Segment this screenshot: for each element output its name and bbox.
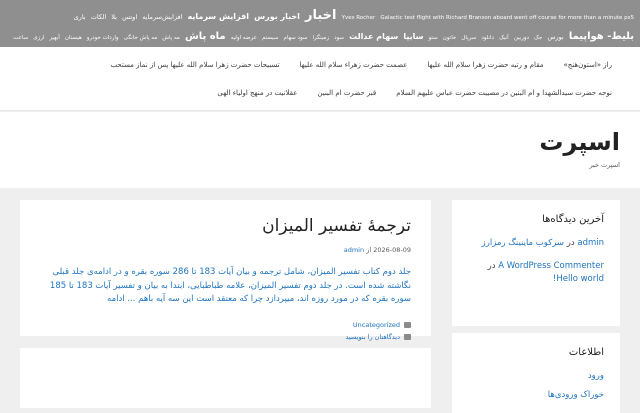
post-title[interactable]: ترجمۀ تفسیر المیزان bbox=[262, 216, 411, 236]
nav-item[interactable]: نوحه حضرت سیدالشهدا و ام البنین در مصیبت حضرت عباس علیهم السلام bbox=[396, 89, 612, 97]
nav-item[interactable]: تسبیحات حضرت زهرا سلام الله علیها پس از نماز مستحب bbox=[110, 61, 280, 69]
comment-post-link[interactable]: سرکوب ماینینگ رمزارز bbox=[481, 238, 565, 248]
nav-item[interactable]: مقام و رتبه حضرت زهرا سلام الله علیها bbox=[427, 61, 544, 69]
nav-row-secondary bbox=[18, 79, 622, 107]
post-author-link[interactable]: admin bbox=[343, 246, 365, 254]
tag-link[interactable]: عرضه اولیه bbox=[230, 35, 257, 42]
tag-link[interactable]: دوربین bbox=[513, 35, 529, 42]
tag-link[interactable]: سود سهام bbox=[283, 35, 308, 42]
tag-link[interactable]: بلیط- هواپیما bbox=[568, 31, 634, 43]
meta-list bbox=[468, 370, 604, 402]
tag-link[interactable]: سرپال bbox=[461, 35, 477, 42]
tag-link[interactable]: Yves Rocher bbox=[341, 15, 376, 21]
post-footer bbox=[40, 319, 411, 343]
tag-link[interactable]: افزایش‌سرمایه bbox=[142, 13, 183, 21]
tag-link[interactable]: جک bbox=[534, 35, 543, 42]
login-link[interactable]: ورود bbox=[587, 371, 604, 381]
list-item bbox=[468, 237, 604, 250]
entries-feed-link[interactable]: خوراک ورودی‌ها bbox=[547, 390, 604, 401]
tag-link[interactable]: باری bbox=[73, 13, 86, 21]
folder-icon bbox=[404, 322, 411, 328]
tag-link[interactable]: آنیک bbox=[499, 35, 509, 42]
tag-link[interactable]: سود bbox=[334, 35, 345, 42]
list-item bbox=[468, 260, 604, 286]
comment-on-label: در bbox=[566, 238, 575, 248]
meta-widget bbox=[452, 333, 620, 413]
tag-cloud-bar bbox=[0, 0, 640, 47]
nav-item[interactable]: عصمت حضرت زهراء سلام الله علیها bbox=[299, 61, 408, 69]
category-link[interactable]: Uncategorized bbox=[352, 320, 400, 329]
comment-post-link[interactable]: Hello world! bbox=[552, 274, 604, 285]
tag-link[interactable]: هیستان bbox=[64, 35, 82, 42]
recent-comments-title: آخرین دیدگاه‌ها bbox=[542, 214, 604, 225]
tag-link[interactable]: اخبار bbox=[305, 8, 337, 23]
comment-author-link[interactable]: admin bbox=[577, 238, 604, 248]
tag-link[interactable]: دانلود bbox=[481, 35, 494, 42]
post-by-label: از bbox=[366, 246, 372, 254]
nav-item[interactable]: راز «استون‌هنج» bbox=[563, 61, 612, 69]
post-excerpt bbox=[40, 266, 411, 307]
post-excerpt-text: جلد دوم کتاب تفسیر المیزان، شامل ترجمه و بیان آیات 183 تا 286 سوره بقره و در ادامه‌ی جلد قبلی نگاشته شده است. در جلد دوم تفسیر المیزان، علامه طباطبایی، ابتدا به بیان و تفسیر آیات 183 تا 185 سوره بقره که در مورد روزه اند، میپردازد چرا که معتقد است این سه آیه باهم ... bbox=[49, 267, 411, 305]
comment-author-link[interactable]: A WordPress Commenter bbox=[498, 261, 604, 272]
tag-link[interactable]: Galactic test flight with Richard Branson aboard went off course for more than a minute ps5 bbox=[380, 15, 634, 21]
meta-widget-title: اطلاعات bbox=[568, 347, 604, 358]
tag-link[interactable]: واردات خودرو bbox=[86, 35, 119, 42]
tag-link[interactable]: مه پاش خانگی bbox=[123, 35, 158, 42]
site-header bbox=[0, 112, 640, 188]
tag-link[interactable]: بورس bbox=[547, 33, 564, 42]
leave-comment-link[interactable]: دیدگاهتان را بنویسید bbox=[345, 332, 400, 341]
post-date[interactable]: 2026-08-09 bbox=[373, 246, 411, 254]
tag-link[interactable]: اخبار بورس bbox=[254, 12, 300, 21]
nav-item[interactable]: عقلانیت در منهج اولیاء الهی bbox=[217, 89, 298, 97]
tag-link[interactable]: آبهیر bbox=[49, 35, 60, 42]
tag-link[interactable]: ماه پاش bbox=[184, 31, 226, 43]
comment-icon bbox=[404, 334, 411, 340]
tag-link[interactable]: اوتس bbox=[122, 13, 138, 21]
recent-comments-list bbox=[468, 237, 604, 287]
site-description: اسپرت خبر bbox=[589, 160, 620, 169]
next-post-card bbox=[20, 348, 431, 408]
tag-link[interactable]: مه پاش bbox=[162, 35, 180, 42]
tag-link[interactable]: ساعت bbox=[13, 35, 29, 42]
tag-link[interactable]: خاتون bbox=[442, 35, 457, 42]
recent-comments-widget bbox=[452, 200, 620, 326]
main-navigation bbox=[0, 47, 640, 111]
tag-link[interactable]: ستو bbox=[428, 35, 438, 42]
list-item bbox=[468, 370, 604, 383]
site-title[interactable]: اسپرت bbox=[539, 128, 620, 156]
post-card bbox=[20, 200, 431, 341]
comment-on-label: در bbox=[487, 261, 496, 272]
nav-item[interactable]: قبر حضرت ام البنین bbox=[317, 89, 377, 97]
tag-link[interactable]: سیستم bbox=[261, 35, 279, 42]
post-meta bbox=[40, 246, 411, 254]
tag-link[interactable]: افزایش سرمایه bbox=[187, 12, 249, 21]
tag-link[interactable]: زمینگرا bbox=[312, 35, 330, 42]
list-item bbox=[468, 389, 604, 402]
tag-link[interactable]: بلا bbox=[111, 13, 117, 21]
nav-row-primary bbox=[18, 51, 622, 79]
tag-link[interactable]: سهام عدالت bbox=[349, 32, 399, 42]
tag-link[interactable]: ارزی bbox=[33, 35, 45, 42]
read-more-link[interactable]: ادامه bbox=[107, 294, 125, 305]
tag-link[interactable]: الکات bbox=[90, 13, 107, 21]
tag-link[interactable]: سایپا bbox=[403, 32, 424, 42]
